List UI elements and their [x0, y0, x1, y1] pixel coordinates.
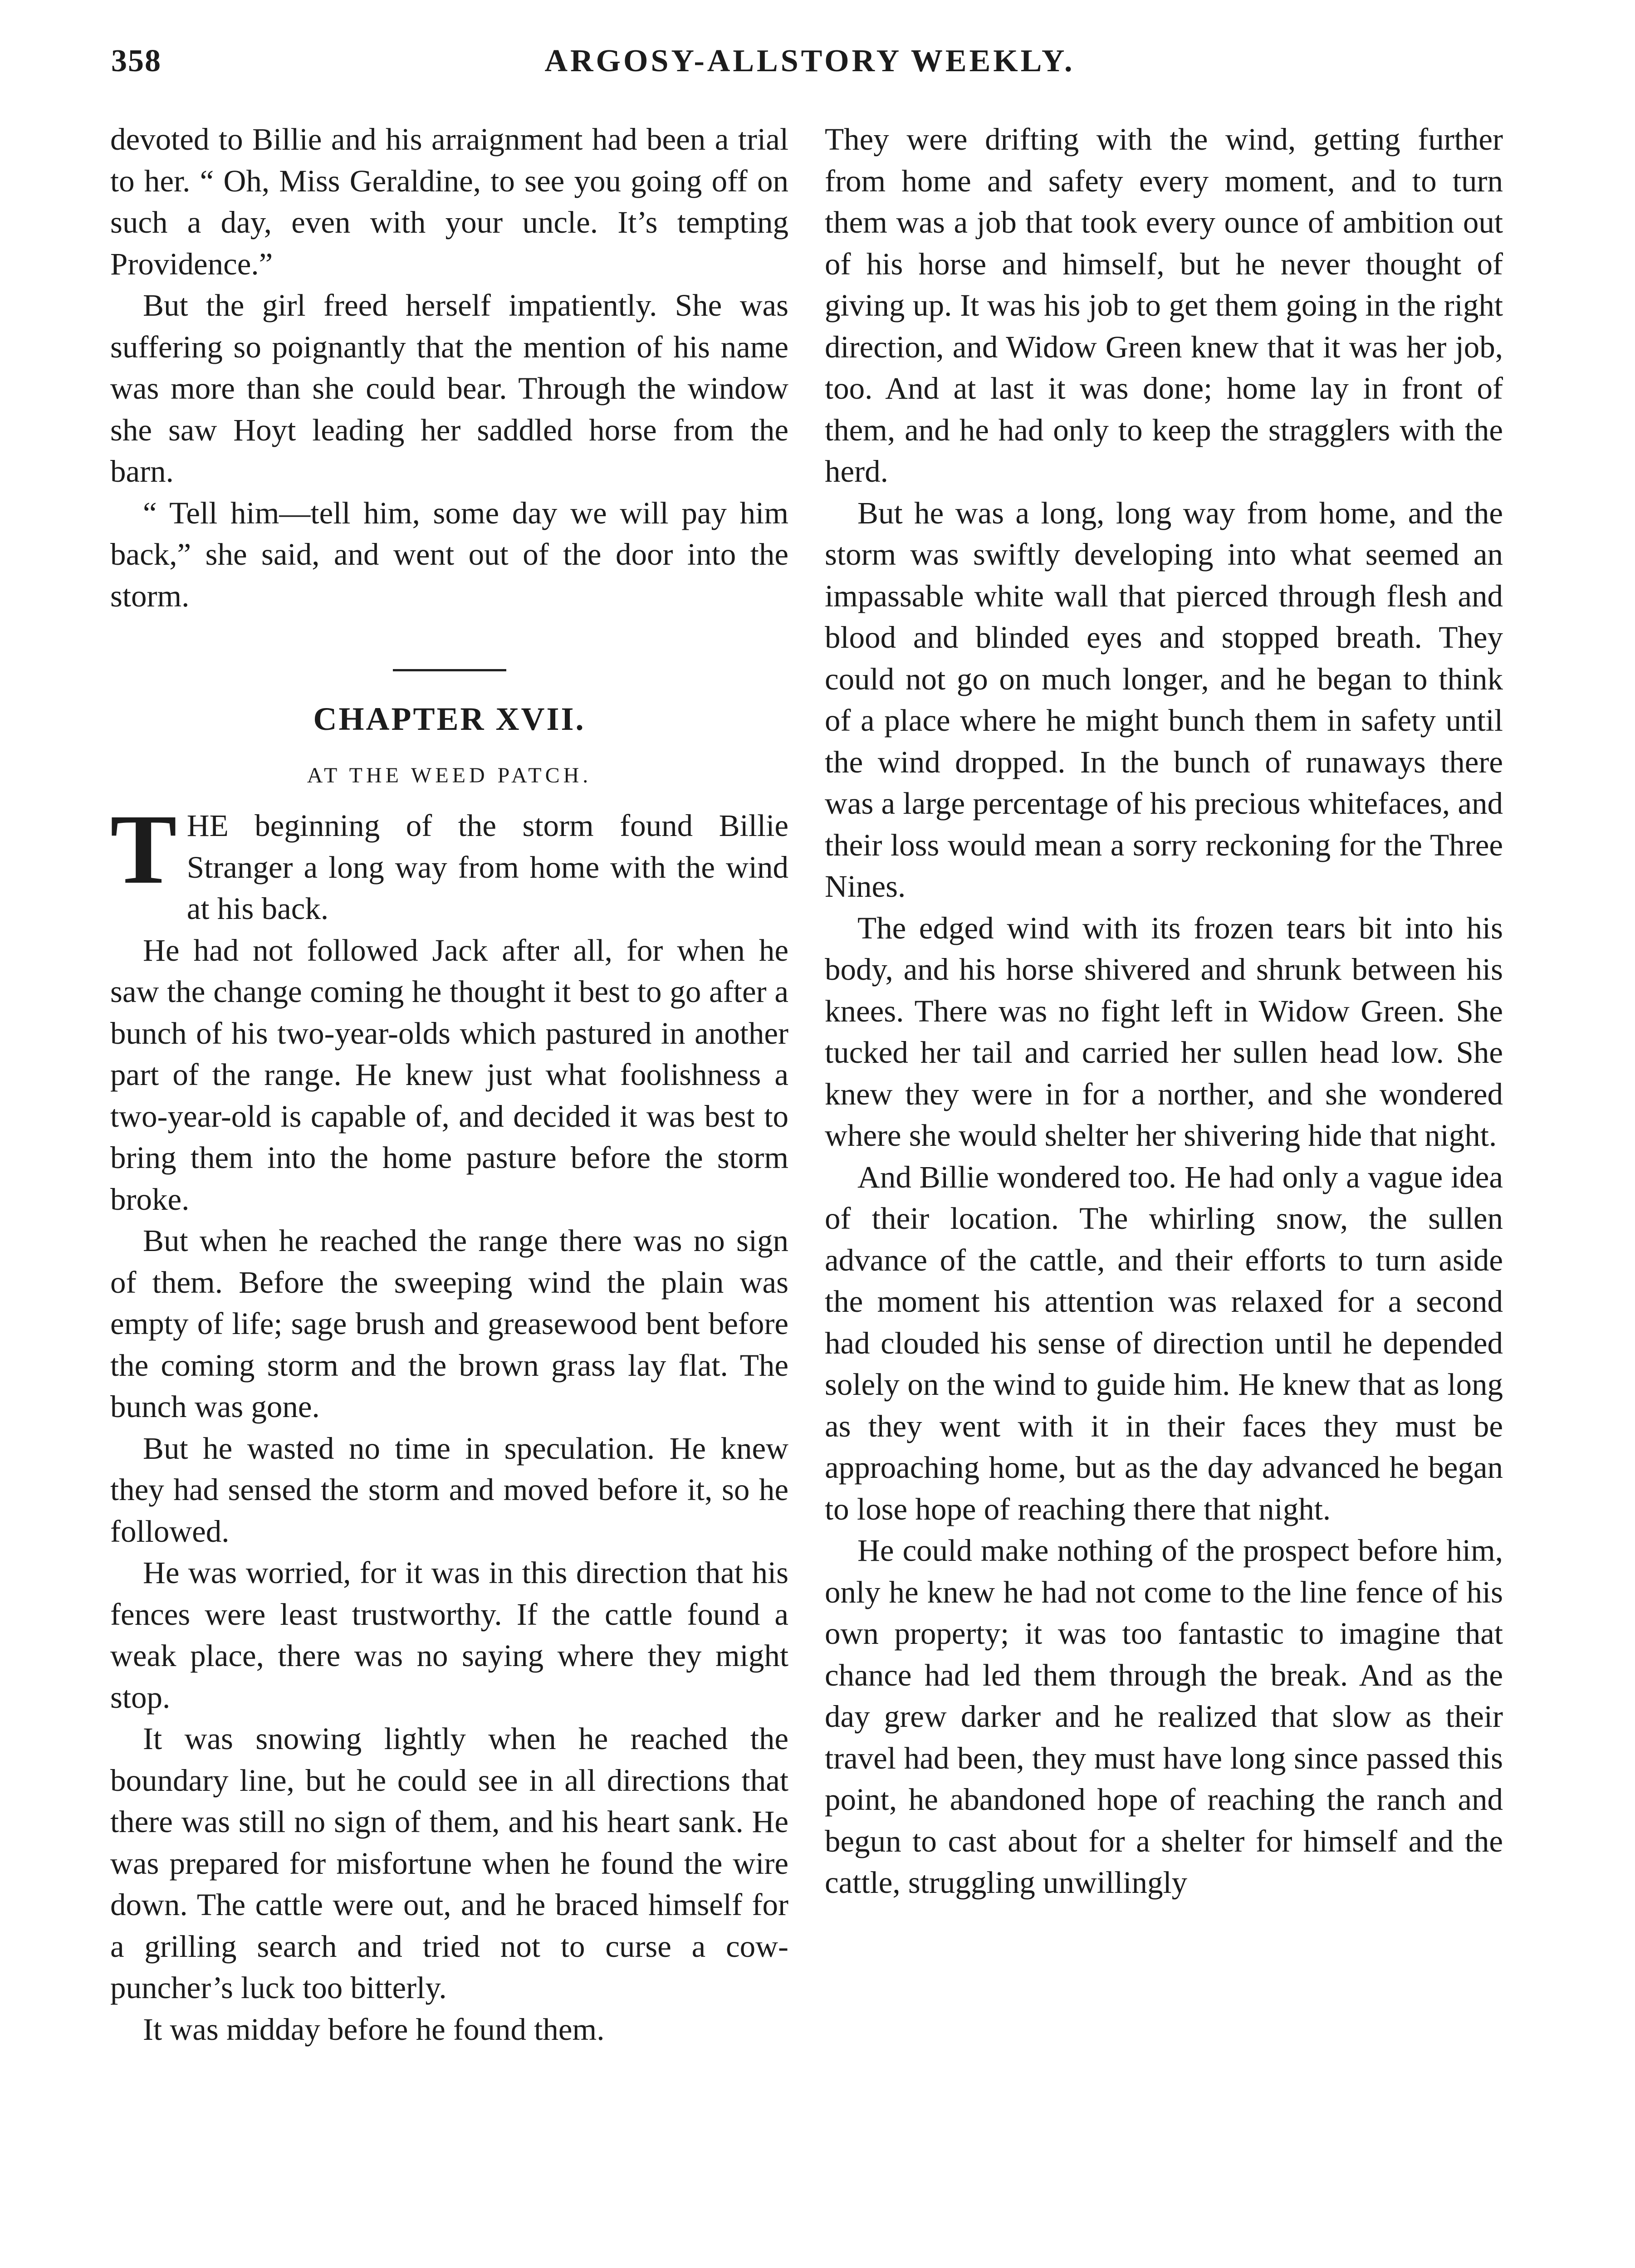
paragraph: devoted to Billie and his arraignment had been a trial to her. “ Oh, Miss Geraldine, to see you going off on such a day, even with your uncle. It’s tempting Providence.”: [110, 122, 788, 281]
paragraph: And Billie wondered too. He had only a vague idea of their location. The whirling snow, the sullen advance of the cattle, and their efforts to turn aside the moment his attention was relaxed for a second had clouded his sense of direction until he depended solely on the wind to guide him. He knew that as long as they went with it in their faces they must be approaching home, but as the day advanced he began to lose hope of reaching there that night.: [825, 1159, 1503, 1526]
paragraph: The edged wind with its frozen tears bit into his body, and his horse shivered and shrunk between his knees. There was no fight left in Widow Green. She tucked her tail and carried her sullen head low. She knew they were in for a norther, and she wondered where she would shelter her shivering hide that night.: [825, 910, 1503, 1153]
drop-cap: T: [110, 794, 177, 904]
chapter-heading: CHAPTER XVII.: [313, 701, 586, 737]
section-divider: [393, 669, 506, 671]
page-number: 358: [111, 44, 162, 78]
paragraph: He had not followed Jack after all, for when he saw the change coming he thought it best to go after a bunch of his two-year-olds which pastured in another part of the range. He knew just what foolishness a two-year-old is capable of, and decided it was best to bring them into the home pasture before the storm broke.: [110, 933, 788, 1217]
left-column: [110, 119, 788, 2050]
right-column: [825, 119, 1503, 1904]
opening-text: HE beginning of the storm found Billie Stranger a long way from home with the wind at his back.: [186, 808, 788, 926]
page-header: [111, 43, 1508, 93]
chapter-subtitle: AT THE WEED PATCH.: [307, 763, 592, 787]
paragraph: But he was a long, long way from home, and the storm was swiftly developing into what seemed an impassable white wall that pierced through flesh and blood and blinded eyes and stopped breath. They could not go on much longer, and he began to think of a place where he might bunch them in safety until the wind dropped. In the bunch of runaways there was a large percentage of his precious whitefaces, and their loss would mean a sorry reckoning for the Three Nines.: [825, 495, 1503, 904]
paragraph: It was snowing lightly when he reached the boundary line, but he could see in all directions that there was still no sign of them, and his heart sank. He was prepared for misfortune when he found the wire down. The cattle were out, and he braced himself for a grilling search and tried not to curse a cow-puncher’s luck too bitterly.: [110, 1721, 788, 2005]
paragraph: It was midday before he found them.: [143, 2012, 605, 2047]
paragraph: He was worried, for it was in this direction that his fences were least trustworthy. If the cattle found a weak place, there was no saying where they might stop.: [110, 1555, 788, 1715]
paragraph: But the girl freed herself impatiently. She was suffering so poignantly that the mention of his name was more than she could bear. Through the window she saw Hoyt leading her saddled horse from the barn.: [110, 288, 788, 489]
paragraph: But he wasted no time in speculation. He knew they had sensed the storm and moved before it, so he followed.: [110, 1431, 788, 1549]
paragraph: “ Tell him—tell him, some day we will pay him back,” she said, and went out of the door into the storm.: [110, 495, 788, 613]
running-title: ARGOSY-ALLSTORY WEEKLY.: [544, 44, 1075, 78]
paragraph: They were drifting with the wind, getting further from home and safety every moment, and to turn them was a job that took every ounce of ambition out of his horse and himself, but he never thought of giving up. It was his job to get them going in the right direction, and Widow Green knew that it was her job, too. And at last it was done; home lay in front of them, and he had only to keep the stragglers with the herd.: [825, 122, 1503, 489]
paragraph: But when he reached the range there was no sign of them. Before the sweeping wind the plain was empty of life; sage brush and greasewood bent before the coming storm and the brown grass lay flat. The bunch was gone.: [110, 1223, 788, 1424]
paragraph: He could make nothing of the prospect before him, only he knew he had not come to the line fence of his own property; it was too fantastic to imagine that chance had led them through the break. And as the day grew darker and he realized that slow as their travel had been, they must have long since passed this point, he abandoned hope of reaching the ranch and begun to cast about for a shelter for himself and the cattle, struggling unwillingly: [825, 1533, 1503, 1900]
chapter-opening-paragraph: [110, 794, 788, 930]
